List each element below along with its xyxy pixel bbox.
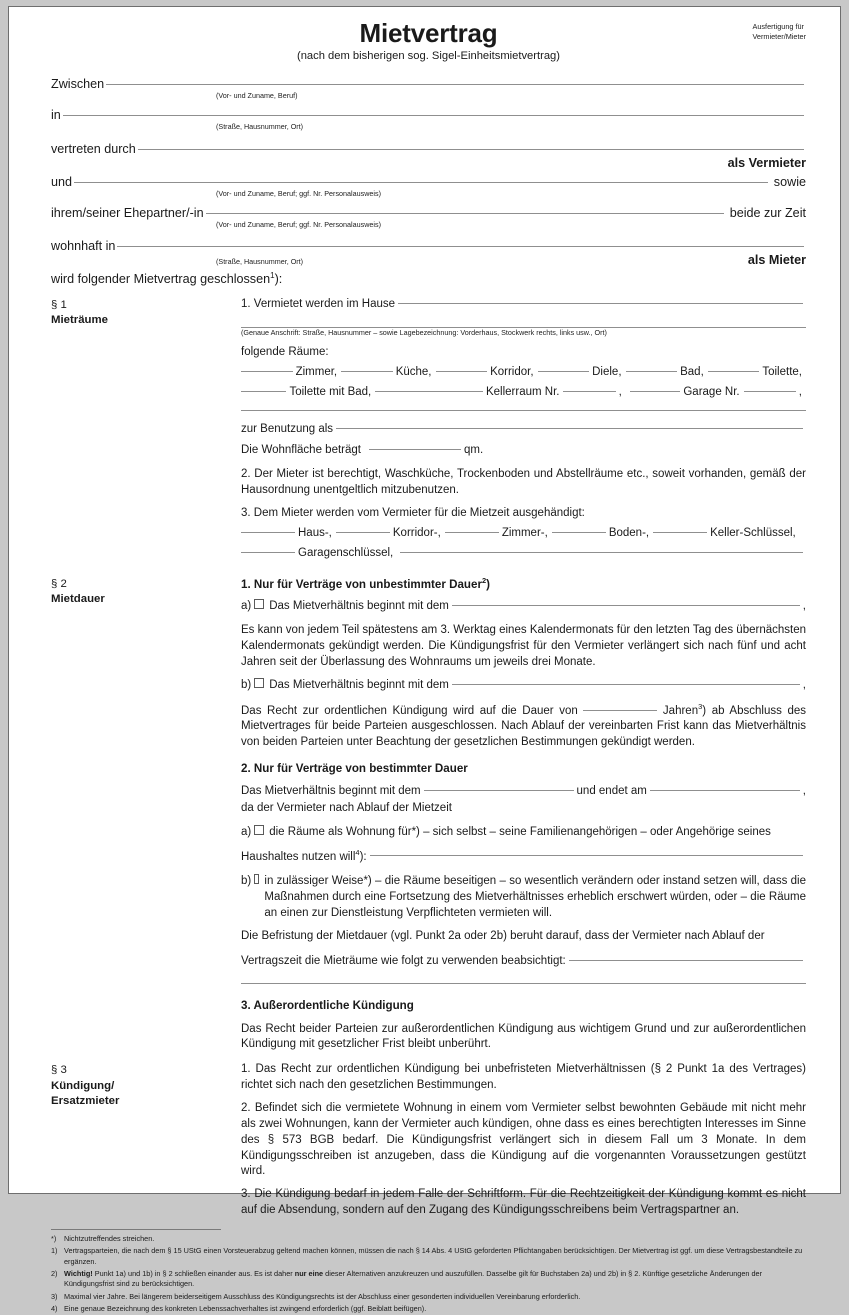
- input-vertreten-durch[interactable]: [138, 149, 804, 150]
- input-vertragszeit-verwendung-line2[interactable]: [241, 983, 806, 984]
- paragraph-3-point-1: 1. Das Recht zur ordentlichen Kündigung bei unbefristeten Mietverhältnissen (§ 2 Punkt 1a des Vertrages) richtet sich nach den gesetzlichen Bestimmungen.: [241, 1063, 806, 1092]
- input-kueche-count[interactable]: [341, 371, 393, 372]
- footnote-1-text: Vertragsparteien, die nach dem § 15 UStG einen Vorsteuerabzug geltend machen können, müssen die nach § 14 Abs. 4 UStG geforderten Pflichtangaben berücksichtigen. Der Mietvertrag ist ggf. um diese Vertragsbestandteile zu ergänzen.: [64, 1246, 803, 1266]
- checkbox-1b[interactable]: [254, 678, 264, 688]
- footnote-2-marker: 2): [51, 1269, 58, 1279]
- input-und[interactable]: [74, 182, 768, 183]
- label-keller-schluessel: Keller-Schlüssel,: [710, 526, 796, 539]
- input-haus-schluessel-count[interactable]: [241, 532, 295, 533]
- label-korridor-schluessel: Korridor-,: [392, 526, 441, 539]
- label-kellerraum-comma: ,: [618, 385, 622, 398]
- label-2a-footnote-marker: 4: [355, 847, 360, 857]
- row-2a-continuation: [241, 848, 806, 866]
- row-vermietet-im-hause: [241, 297, 806, 313]
- keys-row-2: [241, 546, 806, 562]
- footnote-4: [51, 1304, 806, 1314]
- paragraph-2-number: § 2: [51, 577, 67, 590]
- input-diele-count[interactable]: [538, 371, 590, 372]
- field-ehepartner-group: [51, 206, 806, 228]
- footnote-2-body: [64, 1269, 806, 1290]
- footnotes-list: [51, 1234, 806, 1315]
- text-nach-ablauf: ) ab Abschluss des Mietvertrages für beide Parteien ausgeschlossen. Nach Ablauf der vereinbarten Frist kann das Mietverhältnis von beiden Parteien unter Beachtung der gesetzlichen Bestimmungen gekündigt werden.: [241, 704, 806, 749]
- paragraph-2-text-after-1b: [241, 702, 806, 751]
- input-1b-beginndatum[interactable]: [452, 684, 800, 685]
- keys-row-1: [241, 526, 806, 542]
- input-vermietet-im-hause[interactable]: [398, 303, 803, 304]
- field-in-row: [51, 108, 806, 122]
- input-zur-benutzung-als[interactable]: [336, 428, 803, 429]
- input-2-beginndatum[interactable]: [424, 790, 574, 791]
- label-diele: Diele,: [592, 365, 622, 378]
- keys-row-2-left: [241, 546, 397, 562]
- input-in[interactable]: [63, 115, 804, 116]
- label-2b-marker: b): [241, 875, 252, 888]
- label-boden-schluessel: Boden-,: [608, 526, 650, 539]
- section-paragraph-3: [51, 1062, 806, 1219]
- footnote-2-lead: Wichtig!: [64, 1269, 93, 1279]
- hint-genaue-anschrift: (Genaue Anschrift: Straße, Hausnummer – sowie Lagebezeichnung: Vorderhaus, Stockwerk rechts, links usw., Ort): [241, 327, 607, 337]
- input-ehepartner[interactable]: [206, 213, 724, 214]
- input-boden-schluessel-count[interactable]: [552, 532, 606, 533]
- input-korridor-schluessel-count[interactable]: [336, 532, 390, 533]
- document-subtitle: (nach dem bisherigen sog. Sigel-Einheitsmietvertrag): [296, 50, 561, 62]
- field-ehepartner-row: [51, 206, 806, 220]
- footnote-separator: [51, 1229, 221, 1230]
- label-1b-marker: b): [241, 678, 252, 691]
- hint-ehepartner: (Vor- und Zuname, Beruf; ggf. Nr. Personalausweis): [216, 220, 381, 230]
- paragraph-2-heading-1: [241, 576, 806, 593]
- label-2a-text: die Räume als Wohnung für*) – sich selbst – seine Familienangehörigen – oder Angehörige seines: [269, 825, 771, 838]
- input-toilette-mit-bad-extra[interactable]: [375, 391, 483, 392]
- paragraph-2-name: Mietdauer: [51, 592, 105, 605]
- document-title: Mietvertrag: [359, 18, 498, 48]
- label-sowie: sowie: [773, 175, 806, 190]
- row-zur-benutzung-als: [241, 422, 806, 438]
- paragraph-1-body: [241, 297, 806, 562]
- label-folgende-raeume: folgende Räume:: [241, 345, 329, 358]
- label-korridor: Korridor,: [490, 365, 534, 378]
- field-wohnhaft-row: [51, 239, 806, 253]
- label-2-beginnt-mit-dem: Das Mietverhältnis beginnt mit dem: [241, 785, 421, 798]
- field-und-row: [51, 175, 806, 189]
- paragraph-2-heading-3: 3. Außerordentliche Kündigung: [241, 998, 414, 1012]
- input-garage-nr[interactable]: [744, 391, 796, 392]
- footnote-asterisk-marker: *): [51, 1234, 57, 1244]
- paragraph-1-point-2: 2. Der Mieter ist berechtigt, Waschküche, Trockenboden und Abstellräume etc., soweit vorhanden, gemäß der Hausordnung unentgeltlich mitzubenutzen.: [241, 468, 806, 497]
- input-garagenschluessel-rest[interactable]: [400, 552, 803, 553]
- field-vertreten-group: [51, 142, 806, 171]
- closing-footnote-marker: 1: [270, 270, 275, 280]
- paragraph-1-label: [51, 297, 241, 329]
- footnote-1: [51, 1246, 806, 1267]
- input-toilette-count[interactable]: [708, 371, 760, 372]
- label-2a-haushaltes-tail: ):: [359, 850, 367, 863]
- input-wohnhaft-in[interactable]: [117, 246, 804, 247]
- paragraph-3-label: [51, 1062, 241, 1109]
- paragraph-3-body: [241, 1062, 806, 1219]
- field-in-group: [51, 108, 806, 130]
- document-header: [51, 20, 806, 72]
- input-toilette-mit-bad-count[interactable]: [241, 391, 286, 392]
- input-2a-lebenssachverhalt[interactable]: [370, 855, 803, 856]
- paragraph-2-heading-1-tail: ): [486, 577, 491, 591]
- label-1a-marker: a): [241, 600, 252, 613]
- paragraph-2-body: [241, 576, 806, 1061]
- input-bad-count[interactable]: [626, 371, 678, 372]
- label-2a-haushaltes: [241, 848, 367, 866]
- footnote-3-text: Maximal vier Jahre. Bei längerem beiderseitigem Ausschluss des Kündigungsrechts ist der Abschluss einer gesonderten individuellen Vereinbarung erforderlich.: [64, 1291, 581, 1301]
- paragraph-3-point-2: 2. Befindet sich die vermietete Wohnung in einem vom Vermieter selbst bewohnten Gebäude mit nicht mehr als zwei Wohnungen, kann der Vermieter auch kündigen, ohne dass es eines berechtigten Interesses im Sinne des § 573 BGB bedarf. Die Kündigungsfrist verlängert sich in diesem Fall um 3 Monate. In dem Kündigungsschreiben ist anzugeben, dass die Kündigung auf die vorgenannten Voraussetzungen gestützt wird.: [241, 1102, 806, 1178]
- rooms-row-1: [241, 365, 806, 381]
- footnote-2-text-b: dieser Alternativen anzukreuzen und auszufüllen. Dasselbe gilt für Buchstaben 2a) und 2b) in § 2. Künftige gesetzliche Änderungen der Kündigungsfrist sind zu berücksichtigen.: [64, 1269, 763, 1289]
- input-garagenschluessel-count[interactable]: [241, 552, 295, 553]
- paragraph-2-heading-1-text: 1. Nur für Verträge von unbestimmter Dauer: [241, 577, 482, 591]
- paragraph-1-point-3: 3. Dem Mieter werden vom Vermieter für die Mietzeit ausgehändigt:: [241, 506, 585, 519]
- input-zimmer-schluessel-count[interactable]: [445, 532, 499, 533]
- input-raeume-extra-line[interactable]: [241, 410, 806, 411]
- label-wohnflaeche: Die Wohnfläche beträgt: [241, 444, 361, 457]
- label-als-vermieter: als Vermieter: [727, 156, 806, 171]
- label-zwischen: Zwischen: [51, 77, 105, 91]
- label-haus-schluessel: Haus-,: [298, 526, 332, 539]
- label-qm: qm.: [463, 444, 484, 457]
- paragraph-2-label: [51, 576, 241, 608]
- paragraph-2-heading-2: 2. Nur für Verträge von bestimmter Dauer: [241, 762, 468, 776]
- checkbox-2b[interactable]: [254, 874, 259, 884]
- label-ehepartner: ihrem/seiner Ehepartner/-in: [51, 206, 204, 221]
- paragraph-3-name-line1: Kündigung/: [51, 1079, 115, 1092]
- label-2-und-endet-am: und endet am: [576, 785, 647, 798]
- section-paragraph-2: [51, 576, 806, 1061]
- input-ausschluss-jahre[interactable]: [583, 710, 657, 711]
- field-vertreten-row: [51, 142, 806, 156]
- label-vertreten-durch: vertreten durch: [51, 142, 136, 157]
- label-beide-zur-zeit: beide zur Zeit: [729, 206, 806, 221]
- closing-tail: ):: [274, 271, 283, 286]
- paragraph-2-befristung: Die Befristung der Mietdauer (vgl. Punkt 2a oder 2b) beruht darauf, dass der Vermieter nach Ablauf der: [241, 929, 765, 942]
- input-2-endedatum[interactable]: [650, 790, 800, 791]
- checkbox-1a[interactable]: [254, 599, 264, 609]
- label-kueche: Küche,: [395, 365, 432, 378]
- label-2-end: ,: [802, 785, 806, 798]
- hint-und: (Vor- und Zuname, Beruf; ggf. Nr. Personalausweis): [216, 189, 381, 199]
- label-1b-text: Das Mietverhältnis beginnt mit dem: [269, 678, 449, 691]
- label-in: in: [51, 108, 61, 123]
- paragraph-2-heading-1-footnote: 2: [481, 575, 487, 585]
- paragraph-2-da-der-vermieter: da der Vermieter nach Ablauf der Mietzeit: [241, 801, 452, 814]
- label-kellerraum-nr: Kellerraum Nr.: [485, 385, 560, 398]
- label-wohnhaft-in: wohnhaft in: [51, 238, 116, 253]
- footnote-asterisk-text: Nichtzutreffendes streichen.: [64, 1234, 155, 1244]
- input-keller-schluessel-count[interactable]: [653, 532, 707, 533]
- label-vermietet-im-hause: 1. Vermietet werden im Hause: [241, 297, 396, 310]
- label-jahren: Jahren: [662, 704, 699, 717]
- footnote-3: [51, 1292, 806, 1302]
- label-und: und: [51, 175, 73, 190]
- row-1a: [241, 599, 806, 615]
- paragraph-3-point-3: 3. Die Kündigung bedarf in jedem Falle der Schriftform. Für die Rechtzeitigkeit der Kündigung kommt es nicht auf die Absendung, sondern auf den Zugang des Kündigungsschreibens beim Vertragspartner an.: [241, 1188, 806, 1217]
- label-garagenschluessel: Garagenschlüssel,: [298, 546, 394, 559]
- paragraph-1-name: Mieträume: [51, 314, 108, 327]
- label-toilette-mit-bad: Toilette mit Bad,: [289, 385, 372, 398]
- text-dauer-von: Das Recht zur ordentlichen Kündigung wird auf die Dauer von: [241, 704, 578, 717]
- copy-designation: [752, 22, 806, 42]
- input-garage-count[interactable]: [630, 391, 681, 392]
- label-vertragszeit: Vertragszeit die Mieträume wie folgt zu verwenden beabsichtigt:: [241, 954, 566, 967]
- contract-page: [8, 6, 841, 1314]
- label-toilette: Toilette,: [762, 365, 802, 378]
- input-korridor-count[interactable]: [436, 371, 488, 372]
- jahren-footnote-marker: 3: [698, 701, 703, 711]
- input-zwischen[interactable]: [106, 84, 804, 85]
- footnote-4-text: Eine genaue Bezeichnung des konkreten Lebenssachverhaltes ist zwingend erforderlich (ggf. Beiblatt beifügen).: [64, 1304, 427, 1314]
- footnote-4-marker: 4): [51, 1304, 58, 1314]
- input-vertragszeit-verwendung[interactable]: [569, 960, 803, 961]
- field-und-group: [51, 175, 806, 197]
- hint-wohnhaft: (Straße, Hausnummer, Ort): [216, 256, 304, 266]
- paragraph-3-number: § 3: [51, 1064, 67, 1077]
- field-zwischen-group: [51, 77, 806, 99]
- closing-text: wird folgender Mietvertrag geschlossen: [51, 271, 271, 286]
- label-zimmer: Zimmer,: [295, 365, 338, 378]
- label-1a-end: ,: [802, 600, 806, 613]
- input-wohnflaeche[interactable]: [369, 449, 461, 450]
- paragraph-1-number: § 1: [51, 298, 67, 311]
- rooms-row-2: [241, 385, 806, 401]
- copy-designation-line2: Vermieter/Mieter: [752, 31, 806, 41]
- label-bad: Bad,: [680, 365, 704, 378]
- footnote-2-text-a: Punkt 1a) und 1b) in § 2 schließen einander aus. Es ist daher: [92, 1269, 295, 1279]
- row-2a: [241, 825, 806, 841]
- row-1b: [241, 678, 806, 694]
- label-als-mieter: als Mieter: [747, 252, 806, 267]
- field-wohnhaft-group: [51, 239, 806, 267]
- footnote-3-marker: 3): [51, 1291, 58, 1301]
- footnote-1-marker: 1): [51, 1246, 58, 1256]
- parties-form: [51, 77, 806, 286]
- label-2b-text: in zulässiger Weise*) – die Räume beseitigen – so wesentlich verändern oder instand setzen will, dass die Maßnahmen durch eine Fortsetzung des Mietverhältnisses erheblich erschwert würden, oder – die Räume an einen zur Dienstleistung Verpflichteten vermieten will.: [264, 875, 806, 920]
- paragraph-3-name-line2: Ersatzmieter: [51, 1095, 120, 1108]
- label-zur-benutzung-als: zur Benutzung als: [241, 423, 334, 436]
- hint-zwischen: (Vor- und Zuname, Beruf): [216, 91, 298, 100]
- hint-in: (Straße, Hausnummer, Ort): [216, 122, 304, 132]
- footnote-2-emphasis: nur eine: [294, 1269, 324, 1279]
- checkbox-2a[interactable]: [254, 825, 264, 835]
- label-2a-haushaltes-text: Haushaltes nutzen will: [241, 850, 356, 863]
- input-1a-beginndatum[interactable]: [452, 605, 800, 606]
- label-garage-nr: Garage Nr.: [683, 385, 740, 398]
- footnote-asterisk: [51, 1234, 806, 1244]
- row-2b: [241, 874, 806, 922]
- paragraph-2-text-after-1a: Es kann von jedem Teil spätestens am 3. Werktag eines Kalendermonats für den letzten Tag des übernächsten Kalendermonats gekündigt werden. Die Kündigungsfrist für den Vermieter verlängert sich nach fünf und acht Jahren seit der Überlassung des Wohnraums um jeweils drei Monate.: [241, 624, 806, 668]
- label-zimmer-schluessel: Zimmer-,: [501, 526, 548, 539]
- paragraph-2-point-3-text: Das Recht beider Parteien zur außerordentlichen Kündigung aus wichtigem Grund und zur außerordentlichen Kündigung mit gesetzlicher Frist bleibt unberührt.: [241, 1022, 806, 1051]
- input-zimmer-count[interactable]: [241, 371, 293, 372]
- row-2-beginn-ende: [241, 784, 806, 800]
- input-kellerraum-nr[interactable]: [563, 391, 615, 392]
- label-1b-end: ,: [802, 678, 806, 691]
- copy-designation-line1: Ausfertigung für: [752, 22, 804, 31]
- label-garage-comma: ,: [798, 385, 802, 398]
- label-1a-text: Das Mietverhältnis beginnt mit dem: [269, 600, 449, 613]
- section-paragraph-1: [51, 297, 806, 562]
- row-wohnflaeche: [241, 443, 806, 459]
- closing-sentence: [51, 271, 806, 286]
- row-vertragszeit: [241, 954, 806, 970]
- footnote-2: [51, 1269, 806, 1290]
- label-2a-marker: a): [241, 825, 252, 838]
- field-zwischen-row: [51, 77, 806, 91]
